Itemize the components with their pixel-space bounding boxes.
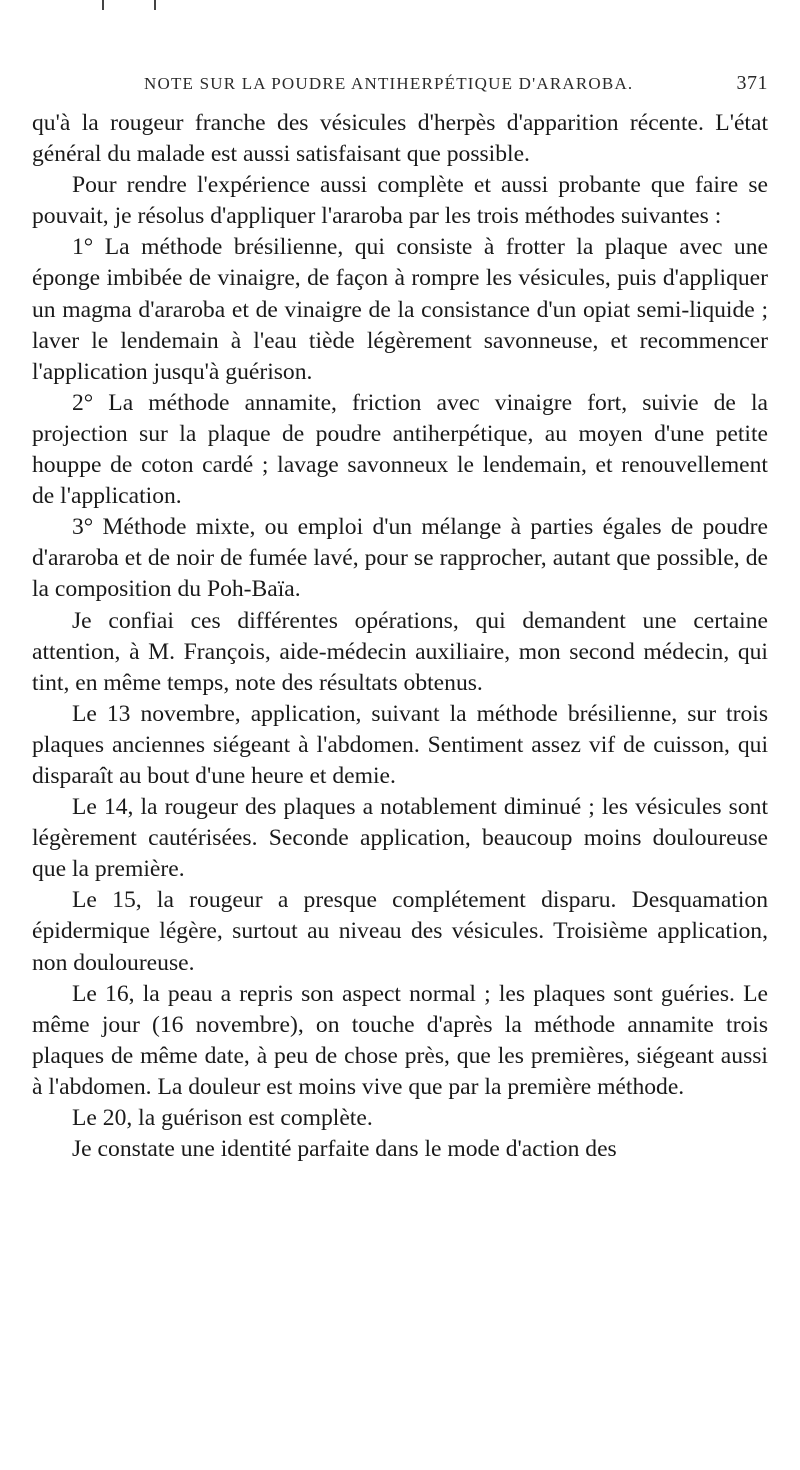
- page-number: 371: [736, 72, 768, 94]
- running-head: [144, 72, 768, 95]
- body-text: [32, 108, 768, 1165]
- paragraph-experiment-intro: Pour rendre l'expérience aussi complète et aussi probante que faire se pouvait, je résolus d'appliquer l'araroba par les trois méthodes suivantes :: [32, 172, 768, 230]
- paragraph-nov-14: Le 14, la rougeur des plaques a notablement diminué ; les vésicules sont légèrement cautérisées. Seconde application, beaucoup moins douloureuse que la première.: [32, 794, 768, 883]
- paragraph-conclusion: Je constate une identité parfaite dans le mode d'action des: [72, 1136, 617, 1163]
- paragraph-method-mixed: 3° Méthode mixte, ou emploi d'un mélange à parties égales de poudre d'araroba et de noir de fumée lavé, pour se rapprocher, autant que possible, de la composition du Poh-Baïa.: [32, 514, 768, 603]
- paragraph-assistant: Je confiai ces différentes opérations, qui demandent une certaine attention, à M. François, aide-médecin auxiliaire, mon second médecin, qui tint, en même temps, note des résultats obtenus.: [32, 607, 768, 696]
- paragraph-nov-16: Le 16, la peau a repris son aspect normal ; les plaques sont guéries. Le même jour (16 novembre), on touche d'après la méthode annamite trois plaques de même date, à peu de chose près, que les premières, siégeant aussi à l'abdomen. La douleur est moins vive que par la première méthode.: [32, 980, 768, 1100]
- paragraph-continuation: qu'à la rougeur franche des vésicules d'herpès d'apparition récente. L'état général du malade est aussi satisfaisant que possible.: [32, 110, 768, 168]
- paragraph-method-brazilian: 1° La méthode brésilienne, qui consiste à frotter la plaque avec une éponge imbibée de vinaigre, de façon à rompre les vésicules, puis d'appliquer un magma d'araroba et de vinaigre de la consistance d'un opiat semi-liquide ; laver le lendemain à l'eau tiède légèrement savonneuse, et recommencer l'application jusqu'à guérison.: [32, 234, 768, 385]
- book-page: [32, 0, 768, 1470]
- running-head-title: NOTE SUR LA POUDRE ANTIHERPÉTIQUE D'ARAROBA.: [144, 74, 634, 93]
- paragraph-nov-20: Le 20, la guérison est complète.: [72, 1105, 373, 1131]
- paragraph-nov-15: Le 15, la rougeur a presque complétement disparu. Desquamation épidermique légère, surtout au niveau des vésicules. Troisième application, non douloureuse.: [32, 887, 768, 976]
- paragraph-nov-13: Le 13 novembre, application, suivant la méthode brésilienne, sur trois plaques anciennes siégeant à l'abdomen. Sentiment assez vif de cuisson, qui disparaît au bout d'une heure et demie.: [32, 700, 768, 789]
- paragraph-method-annamite: 2° La méthode annamite, friction avec vinaigre fort, suivie de la projection sur la plaque de poudre antiherpétique, au moyen d'une petite houppe de coton cardé ; lavage savonneux le lendemain, et renouvellement de l'application.: [32, 389, 768, 510]
